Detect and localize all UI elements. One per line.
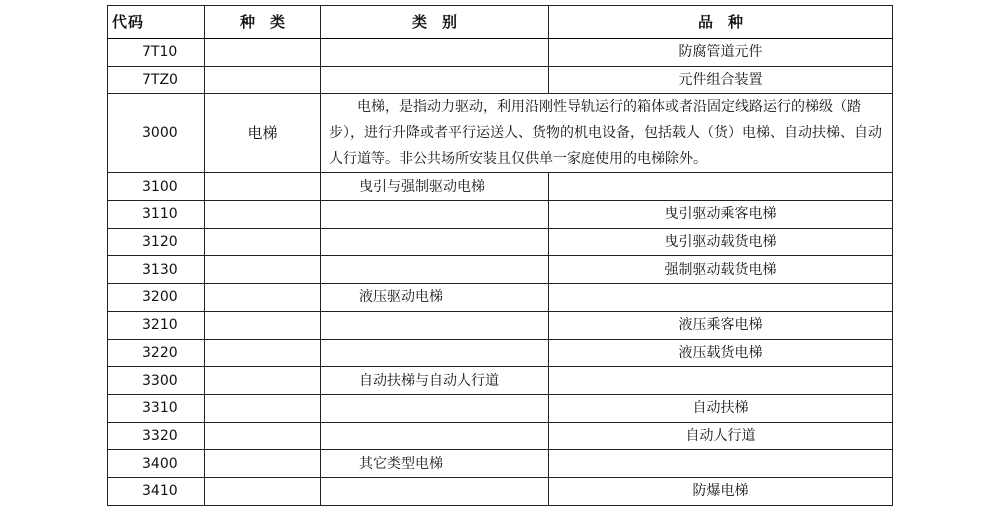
row-variety: 自动人行道 (549, 422, 893, 450)
row-kind (205, 477, 321, 505)
row-code: 3110 (108, 201, 205, 229)
row-variety: 防腐管道元件 (549, 39, 893, 67)
header-variety: 品 种 (549, 6, 893, 39)
row-category (321, 201, 549, 229)
row-variety (549, 367, 893, 395)
row-variety (549, 284, 893, 312)
table-row (108, 66, 893, 94)
table-row (108, 450, 893, 478)
row-code: 3210 (108, 311, 205, 339)
row-category (321, 394, 549, 422)
header-kind: 种 类 (205, 6, 321, 39)
row-code: 3220 (108, 339, 205, 367)
table-row (108, 256, 893, 284)
row-kind (205, 284, 321, 312)
table-row (108, 394, 893, 422)
row-category (321, 39, 549, 67)
row-variety: 元件组合装置 (549, 66, 893, 94)
row-category (321, 256, 549, 284)
row-kind (205, 256, 321, 284)
row-kind (205, 201, 321, 229)
row-variety: 曳引驱动载货电梯 (549, 228, 893, 256)
row-kind (205, 394, 321, 422)
row-kind: 电梯 (205, 94, 321, 173)
row-code: 3120 (108, 228, 205, 256)
row-code: 3400 (108, 450, 205, 478)
row-kind (205, 66, 321, 94)
row-code: 7T10 (108, 39, 205, 67)
table-row (108, 228, 893, 256)
row-variety (549, 450, 893, 478)
row-code: 3200 (108, 284, 205, 312)
row-kind (205, 422, 321, 450)
row-kind (205, 311, 321, 339)
row-code: 3000 (108, 94, 205, 173)
row-kind (205, 173, 321, 201)
row-code: 3300 (108, 367, 205, 395)
row-category (321, 66, 549, 94)
header-category: 类 别 (321, 6, 549, 39)
row-variety: 强制驱动载货电梯 (549, 256, 893, 284)
row-variety: 液压乘客电梯 (549, 311, 893, 339)
row-variety: 自动扶梯 (549, 394, 893, 422)
row-variety: 曳引驱动乘客电梯 (549, 201, 893, 229)
table-row (108, 284, 893, 312)
table-row (108, 422, 893, 450)
table-row (108, 311, 893, 339)
row-category (321, 339, 549, 367)
row-category: 液压驱动电梯 (321, 284, 549, 312)
table-header-row (108, 6, 893, 39)
row-variety (549, 173, 893, 201)
table-row (108, 477, 893, 505)
row-variety: 防爆电梯 (549, 477, 893, 505)
row-code: 3320 (108, 422, 205, 450)
table-row (108, 39, 893, 67)
definition-rest: 进行升降或者平行运送人、货物的机电设备，包括载人（货）电梯、自动扶梯、自动人行道等。非公共场所安装且仅供单一家庭使用的电梯除外。 (329, 125, 882, 168)
table-row (108, 339, 893, 367)
row-category (321, 477, 549, 505)
row-kind (205, 339, 321, 367)
row-code: 3130 (108, 256, 205, 284)
row-category (321, 311, 549, 339)
row-kind (205, 450, 321, 478)
table-row (108, 367, 893, 395)
elevator-definition-text (321, 94, 893, 173)
row-category (321, 422, 549, 450)
header-code: 代码 (108, 6, 205, 39)
row-category: 曳引与强制驱动电梯 (321, 173, 549, 201)
row-kind (205, 39, 321, 67)
row-category: 自动扶梯与自动人行道 (321, 367, 549, 395)
table-row (108, 201, 893, 229)
row-category: 其它类型电梯 (321, 450, 549, 478)
table-row (108, 173, 893, 201)
table-row-definition (108, 94, 893, 173)
row-code: 7TZ0 (108, 66, 205, 94)
row-code: 3100 (108, 173, 205, 201)
equipment-catalog-table (107, 5, 893, 506)
row-code: 3310 (108, 394, 205, 422)
row-category (321, 228, 549, 256)
row-code: 3410 (108, 477, 205, 505)
definition-lead: 电梯，是指动力驱动，利用沿刚性导轨运行的箱体或者沿固定线路运行的梯级（踏步）， (329, 99, 861, 142)
row-variety: 液压载货电梯 (549, 339, 893, 367)
row-kind (205, 367, 321, 395)
row-kind (205, 228, 321, 256)
